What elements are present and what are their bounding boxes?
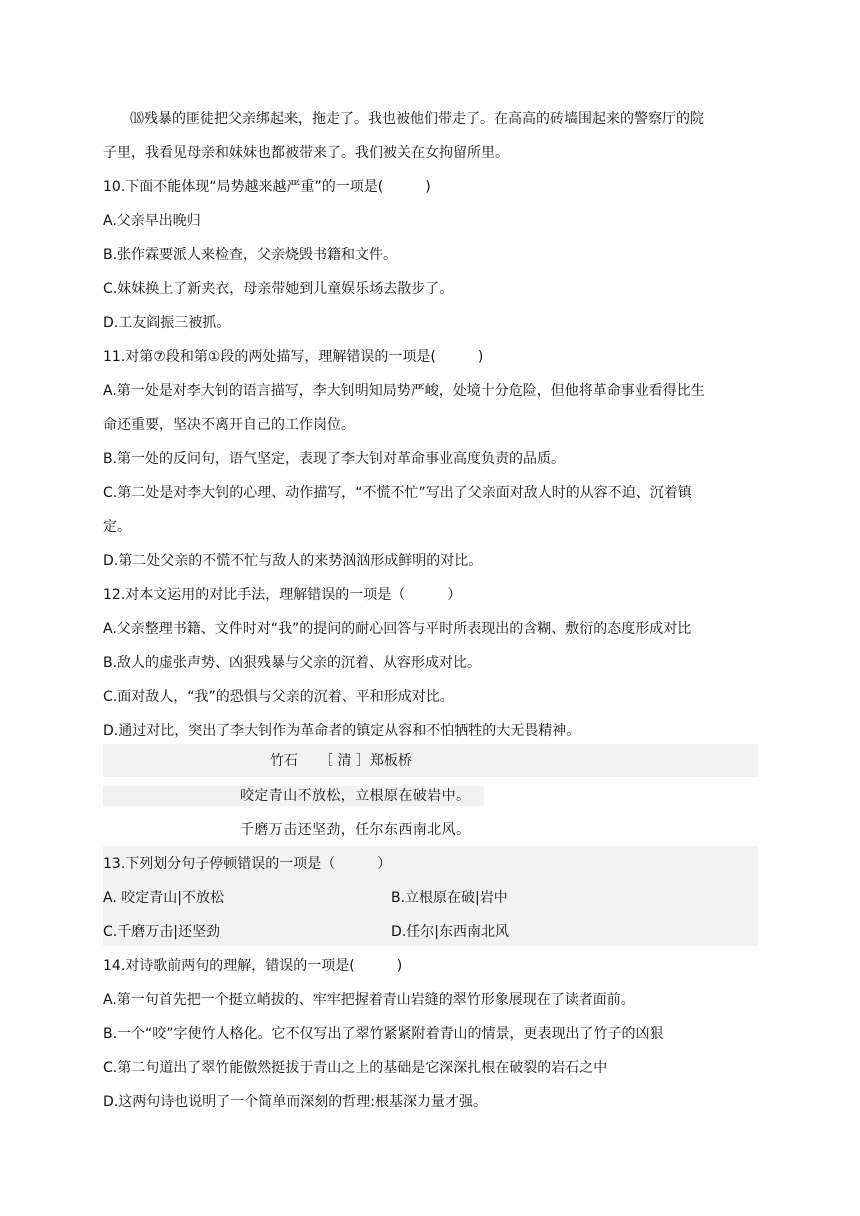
poem-line-2: 千磨万击还坚劲，任尔东西南北风。 [240, 822, 471, 838]
question-12-option-b: B.敌人的虚张声势、凶狠残暴与父亲的沉着、从容形成对比。 [103, 655, 482, 671]
question-10-stem: 10.下面不能体现“局势越来越严重”的一项是( ) [103, 179, 431, 195]
poem-title: 竹石 ［ 清 ］郑板桥 [270, 753, 412, 769]
question-11-option-d: D.第二处父亲的不慌不忙与敌人的来势汹汹形成鲜明的对比。 [103, 553, 483, 569]
question-10-option-d: D.工友阎振三被抓。 [103, 315, 231, 331]
question-11-stem: 11.对第⑦段和第①段的两处描写，理解错误的一项是( ) [103, 349, 484, 365]
question-14-stem: 14.对诗歌前两句的理解，错误的一项是( ) [103, 958, 403, 974]
question-13-option-a: A. 咬定青山|不放松 [103, 890, 224, 906]
question-10-option-c: C.妹妹换上了新夹衣，母亲带她到儿童娱乐场去散步了。 [103, 281, 454, 297]
question-11-option-a-line-1: A.第一处是对李大钊的语言描写，李大钊明知局势严峻，处境十分危险，但他将革命事业看得比生 [103, 383, 705, 399]
question-12-option-a: A.父亲整理书籍、文件时对“我”的提问的耐心回答与平时所表现出的含糊、敷衍的态度形成对比 [103, 621, 692, 637]
question-11-option-b: B.第一处的反问句，语气坚定，表现了李大钊对革命事业高度负责的品质。 [103, 451, 566, 467]
question-11-option-a-line-2: 命还重要，坚决不离开自己的工作岗位。 [103, 417, 355, 433]
question-11-option-c-line-2: 定。 [103, 519, 131, 535]
question-13-option-c: C.千磨万击|还坚劲 [103, 924, 220, 940]
question-13-option-b: B.立根原在破|岩中 [391, 890, 508, 906]
question-14-option-a: A.第一句首先把一个挺立峭拔的、牢牢把握着青山岩缝的翠竹形象展现在了读者面前。 [103, 992, 635, 1008]
question-14-option-c: C.第二句道出了翠竹能傲然挺拔于青山之上的基础是它深深扎根在破裂的岩石之中 [103, 1060, 608, 1076]
question-10-option-a: A.父亲早出晚归 [103, 213, 201, 229]
passage-line-2: 子里，我看见母亲和妹妹也都被带来了。我们被关在女拘留所里。 [103, 145, 509, 161]
poem-line-1: 咬定青山不放松，立根原在破岩中。 [240, 788, 471, 804]
question-12-stem: 12.对本文运用的对比手法，理解错误的一项是（ ） [103, 587, 462, 603]
question-12-option-c: C.面对敌人，“我”的恐惧与父亲的沉着、平和形成对比。 [103, 689, 454, 705]
question-13-option-d: D.任尔|东西南北风 [391, 924, 509, 940]
question-14-option-b: B.一个“咬”字使竹人格化。它不仅写出了翠竹紧紧附着青山的情景，更表现出了竹子的凶狠 [103, 1026, 664, 1042]
question-11-option-c-line-1: C.第二处是对李大钊的心理、动作描写，“不慌不忙”写出了父亲面对敌人时的从容不迫、沉着镇 [103, 485, 692, 501]
question-14-option-d: D.这两句诗也说明了一个简单而深刻的哲理:根基深力量才强。 [103, 1094, 487, 1110]
poem-title-shade [103, 744, 758, 777]
question-10-option-b: B.张作霖要派人来检查，父亲烧毁书籍和文件。 [103, 247, 398, 263]
passage-line-1: ⒅残暴的匪徒把父亲绑起来，拖走了。我也被他们带走了。在高高的砖墙围起来的警察厅的院 [130, 111, 704, 127]
question-12-option-d: D.通过对比，突出了李大钊作为革命者的镇定从容和不怕牺牲的大无畏精神。 [103, 723, 581, 739]
question-13-stem: 13.下列划分句子停顿错误的一项是（ ） [103, 856, 392, 872]
